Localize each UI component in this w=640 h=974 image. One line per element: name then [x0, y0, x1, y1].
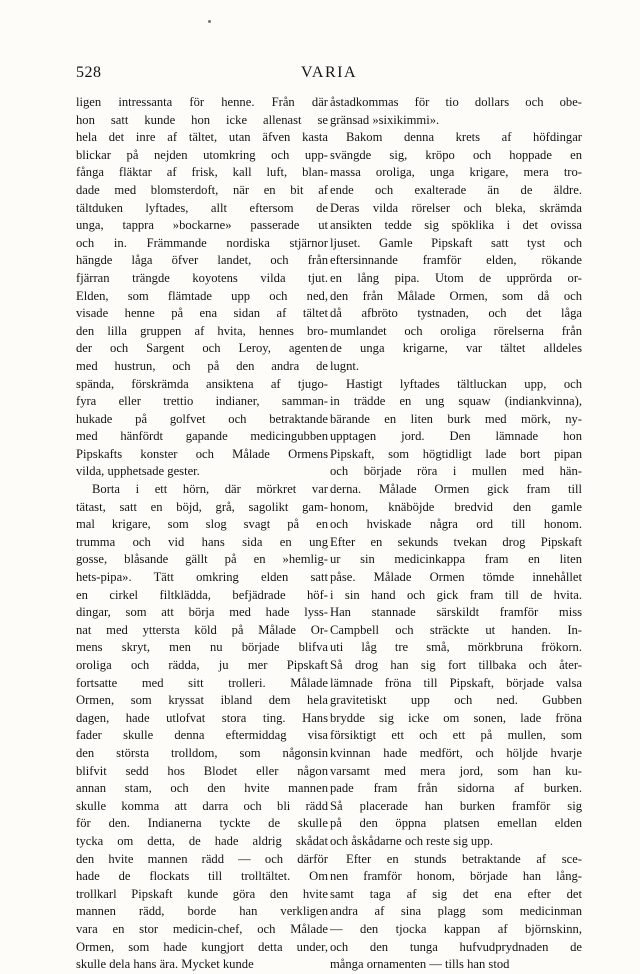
- text-line: Efter en stunds betraktande af sce-: [346, 851, 582, 866]
- page-header: [76, 64, 582, 88]
- text-line: dagen, hade utlofvat stora ting. Hans: [76, 710, 328, 725]
- text-line: fader skulle denna eftermiddag visa: [76, 728, 328, 743]
- text-line: mal krigare, som slog svagt på en: [76, 517, 328, 532]
- text-line: nen framför honom, började han lång-: [330, 869, 582, 884]
- text-line: vara en stor medicin-chef, och Målade: [76, 921, 328, 936]
- left-column: [76, 94, 328, 974]
- text-line: åstadkommas för tio dollars och obe-: [330, 95, 582, 109]
- text-line: Ormen, som kryssat ibland dem hela: [76, 693, 328, 708]
- text-line: hets-pipa». Tätt omkring elden satt: [76, 570, 328, 585]
- text-line: mannen rädd, borde han verkligen: [76, 904, 328, 919]
- text-line: mumlandet och oroliga rörelserna från: [330, 323, 582, 338]
- text-line: med hustrun, och på den andra de: [76, 358, 328, 373]
- text-line: pade fram från sidorna af burken.: [330, 781, 582, 796]
- text-line: tätast, satt en böjd, grå, sagolikt gam-: [76, 499, 328, 514]
- text-line: hon satt kunde hon icke allenast se: [76, 112, 328, 127]
- text-line: brydde sig icke om sonen, lade fröna: [330, 710, 582, 725]
- text-line: och den tunga hufvudprydnaden de: [330, 939, 582, 954]
- text-line: gränsad »sixikimmi».: [330, 112, 440, 127]
- text-line: skulle dela hans ära. Mycket kunde: [76, 957, 254, 972]
- text-line: in trädde en ung squaw (indiankvinna),: [330, 394, 582, 409]
- text-line: Så drog han sig fort tillbaka och åter-: [330, 658, 582, 672]
- text-line: nat med yttersta köld på Målade Or-: [76, 622, 328, 637]
- page-number: 528: [76, 64, 102, 81]
- paragraph: [330, 129, 582, 375]
- paragraph: [330, 376, 582, 851]
- text-line: med hänfördt gapande medicingubben: [76, 429, 328, 444]
- text-line: samt taga af sig det ena efter det: [330, 886, 582, 901]
- text-line: blickar på nejden utomkring och upp-: [76, 147, 328, 162]
- text-line: den hvite mannen rädd — och därför: [76, 851, 328, 866]
- text-line: hukade på golfvet och betraktande: [76, 411, 328, 426]
- text-line: Så placerade han burken framför sig: [330, 798, 582, 813]
- text-line: för den. Indianerna tyckte de skulle: [76, 816, 328, 831]
- text-line: många ornamenten — tills han stod: [330, 957, 510, 972]
- text-line: hängde låga öfver landet, och från: [76, 253, 328, 268]
- text-line: Hastigt lyftades tältluckan upp, och: [346, 376, 582, 391]
- text-line: lugnt.: [330, 358, 360, 373]
- text-line: och började röra i mullen med hän-: [330, 464, 582, 479]
- text-line: massa oroliga, unga krigare, mera tro-: [330, 165, 582, 180]
- text-line: Bakom denna krets af höfdingar: [346, 130, 582, 145]
- text-line: uti låg tre små, mörkbruna frökorn.: [330, 640, 582, 655]
- text-line: då afbröto tystnaden, och det låga: [330, 306, 582, 321]
- text-line: derna. Målade Ormen gick fram till: [330, 482, 582, 497]
- text-line: annan stam, och den hvite mannen: [76, 781, 328, 796]
- text-line: ligen intressanta för henne. Från där: [76, 95, 328, 109]
- text-line: — den tjocka kappan af björnskinn,: [330, 921, 582, 936]
- text-line: Elden, som flämtade upp och ned,: [76, 288, 328, 303]
- text-line: unga, tappra »bockarne» passerade ut: [76, 218, 328, 233]
- text-line: gravitetiskt upp och ned. Gubben: [330, 693, 582, 708]
- text-line: eftersinnande framför elden, rökande: [330, 253, 582, 268]
- text-line: vilda, upphetsade gester.: [76, 464, 200, 479]
- text-line: spända, förskrämda ansiktena af tjugo-: [76, 376, 328, 391]
- text-line: och in. Främmande nordiska stjärnor: [76, 235, 328, 250]
- text-line: Han stannade särskildt framför miss: [330, 605, 582, 620]
- text-line: Efter en sekunds tvekan drog Pipskaft: [330, 534, 582, 549]
- paragraph: [330, 94, 582, 129]
- text-line: Pipskafts konster och Målade Ormens: [76, 446, 328, 461]
- text-line: andra af sina plagg som medicinman: [330, 904, 582, 919]
- text-line: kvinnan hade medfört, och höljde hvarje: [330, 745, 582, 760]
- text-line: upptagen jord. Den lämnade hon: [330, 429, 582, 444]
- text-line: svängde sig, kröpo och hoppade en: [330, 147, 582, 162]
- text-line: tycka om detta, de hade aldrig skådat: [76, 833, 328, 848]
- text-line: Borta i ett hörn, där mörkret var: [92, 482, 328, 497]
- text-line: den största trolldom, som någonsin: [76, 745, 328, 760]
- text-line: bärande en liten burk med mörk, ny-: [330, 411, 582, 426]
- text-line: tältduken lyftades, allt eftersom de: [76, 200, 328, 215]
- text-line: Ormen, som hade kungjort detta under,: [76, 939, 328, 954]
- text-line: ur sin medicinkappa fram en liten: [330, 552, 582, 567]
- text-line: ljuset. Gamle Pipskaft satt tyst och: [330, 235, 582, 250]
- text-line: och åskådarne och reste sig upp.: [330, 833, 493, 848]
- text-line: Campbell och sträckte ut handen. In-: [330, 622, 582, 637]
- paragraph: [76, 481, 328, 974]
- text-line: ende och exalterade än de äldre.: [330, 182, 582, 197]
- text-line: fortsatte med sitt trolleri. Målade: [76, 675, 328, 690]
- text-line: ansikten tedde sig spöklika i det ovissa: [330, 218, 582, 233]
- text-line: Pipskaft, som högtidligt lade bort pipan: [330, 446, 582, 461]
- text-line: trollkarl Pipskaft kunde göra den hvite: [76, 886, 328, 901]
- text-line: gosse, blåsande gällt på en »hemlig-: [76, 552, 328, 567]
- text-line: blifvit sedd hos Blodet eller någon: [76, 763, 328, 778]
- text-line: hade de flockats till trolltältet. Om: [76, 869, 328, 884]
- text-line: dingar, som att börja med hade lyss-: [76, 605, 328, 620]
- paragraph: [330, 851, 582, 974]
- text-line: trumma och vid hans sida en ung: [76, 534, 328, 549]
- text-line: oroliga och rädda, ju mer Pipskaft: [76, 658, 328, 672]
- text-line: hela det inre af tältet, utan äfven kasta: [76, 130, 328, 145]
- text-line: försiktigt ett och ett på mullen, som: [330, 728, 582, 743]
- text-line: de unga krigarne, var tältet alldeles: [330, 341, 582, 356]
- text-line: mens skryt, men nu började blifva: [76, 640, 328, 655]
- text-line: der och Sargent och Leroy, agenten: [76, 341, 328, 356]
- text-line: varsamt med mera jord, som han ku-: [330, 763, 582, 778]
- text-line: i sin hand och gick fram till de hvita.: [330, 587, 582, 602]
- text-line: en lång pipa. Utom de upprörda or-: [330, 270, 582, 285]
- text-line: en cirkel filtklädda, befjädrade höf-: [76, 587, 328, 602]
- text-line: på den öppna platsen emellan elden: [330, 816, 582, 831]
- text-line: dade med blomsterdoft, när en bit af: [76, 182, 328, 197]
- text-line: lämnade fröna till Pipskaft, började valsa: [330, 675, 582, 690]
- text-line: påse. Målade Ormen tömde innehållet: [330, 570, 582, 585]
- text-line: fyra eller trettio indianer, samman-: [76, 394, 328, 409]
- paper-speck: [208, 20, 211, 23]
- running-title: VARIA: [300, 64, 358, 81]
- text-line: Deras vilda rörelser och bleka, skrämda: [330, 200, 582, 215]
- right-column: [330, 94, 582, 974]
- text-line: skulle komma att darra och bli rädd: [76, 798, 328, 813]
- text-line: fånga fläktar af frisk, kall luft, blan-: [76, 165, 328, 180]
- text-line: den från Målade Ormen, som då och: [330, 288, 582, 303]
- text-line: och hviskade några ord till honom.: [330, 517, 582, 532]
- paragraph: [76, 94, 328, 481]
- text-line: visade henne på ena sidan af tältet: [76, 306, 328, 321]
- text-line: honom, knäböjde bredvid den gamle: [330, 499, 582, 514]
- text-line: den lilla gruppen af hvita, hennes bro-: [76, 323, 328, 338]
- text-line: fjärran trängde koyotens vilda tjut.: [76, 270, 328, 285]
